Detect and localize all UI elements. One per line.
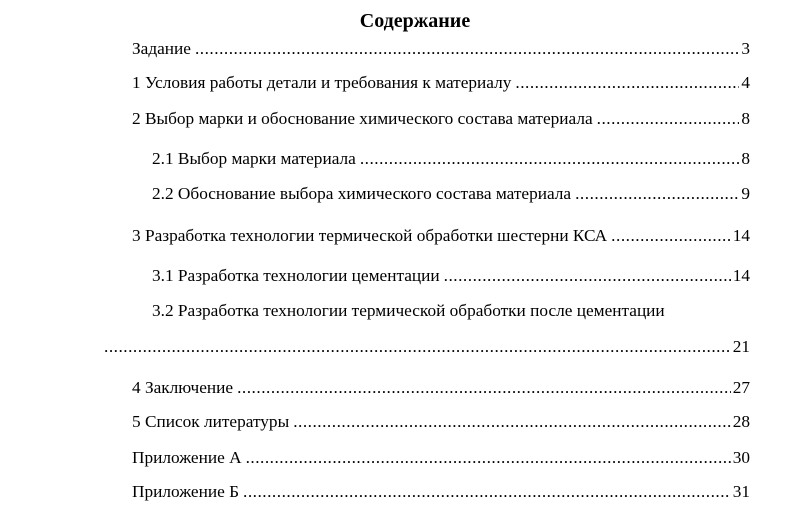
toc-page-number: 21 — [732, 337, 750, 356]
toc-entry-text: Приложение А — [132, 448, 242, 467]
toc-entry-text: Задание — [132, 39, 191, 58]
toc-page-number: 30 — [732, 448, 750, 467]
toc-entry-text: Приложение Б — [132, 482, 239, 501]
toc-title: Содержание — [359, 10, 471, 32]
toc-entry-section-3-1[interactable] — [152, 265, 750, 287]
toc-entry-text: 2.2 Обоснование выбора химического состава материала — [152, 184, 572, 203]
toc-page-number: 14 — [732, 266, 750, 285]
toc-page-number: 4 — [741, 73, 750, 92]
toc-dot-leader — [444, 265, 731, 287]
toc-page-number: 27 — [732, 378, 750, 397]
toc-entry-text: 4 Заключение — [132, 378, 234, 397]
toc-dot-leader — [611, 225, 731, 247]
toc-dot-leader — [597, 108, 740, 130]
toc-dot-leader — [195, 38, 739, 60]
toc-entry-section-2[interactable] — [132, 108, 750, 130]
toc-dot-leader — [515, 72, 739, 94]
toc-entry-section-3-2-leader-line[interactable] — [104, 336, 750, 358]
toc-entry-appendix-b[interactable] — [132, 481, 750, 503]
toc-entry-section-2-2[interactable] — [152, 183, 750, 205]
toc-entry-text: 3 Разработка технологии термической обработки шестерни КСА — [132, 226, 608, 245]
toc-entry-section-3-2-text[interactable]: 3.2 Разработка технологии термической обработки после цементации — [152, 301, 665, 320]
toc-entry-appendix-a[interactable] — [132, 447, 750, 469]
toc-page-number: 8 — [741, 109, 750, 128]
toc-entry-section-1[interactable] — [132, 72, 750, 94]
toc-entry-text: 1 Условия работы детали и требования к материалу — [132, 73, 512, 92]
toc-entry-section-2-1[interactable] — [152, 148, 750, 170]
toc-dot-leader — [575, 183, 739, 205]
toc-dot-leader — [237, 377, 731, 399]
toc-entry-references[interactable] — [132, 411, 750, 433]
toc-entry-section-3[interactable] — [132, 225, 750, 247]
toc-dot-leader — [360, 148, 740, 170]
toc-dot-leader — [104, 336, 731, 358]
toc-entry-text: 5 Список литературы — [132, 412, 290, 431]
toc-page-number: 9 — [741, 184, 750, 203]
toc-page-number: 8 — [741, 149, 750, 168]
toc-page-number: 28 — [732, 412, 750, 431]
toc-entry-conclusion[interactable] — [132, 377, 750, 399]
toc-dot-leader — [293, 411, 731, 433]
toc-dot-leader — [246, 447, 731, 469]
toc-entry-text: 2.1 Выбор марки материала — [152, 149, 356, 168]
toc-dot-leader — [243, 481, 731, 503]
toc-entry-text: 3.1 Разработка технологии цементации — [152, 266, 440, 285]
toc-entry-assignment[interactable] — [132, 38, 750, 60]
toc-page-number: 14 — [732, 226, 750, 245]
toc-page-number: 31 — [732, 482, 750, 501]
toc-entry-text: 2 Выбор марки и обоснование химического состава материала — [132, 109, 593, 128]
toc-page-number: 3 — [741, 39, 750, 58]
